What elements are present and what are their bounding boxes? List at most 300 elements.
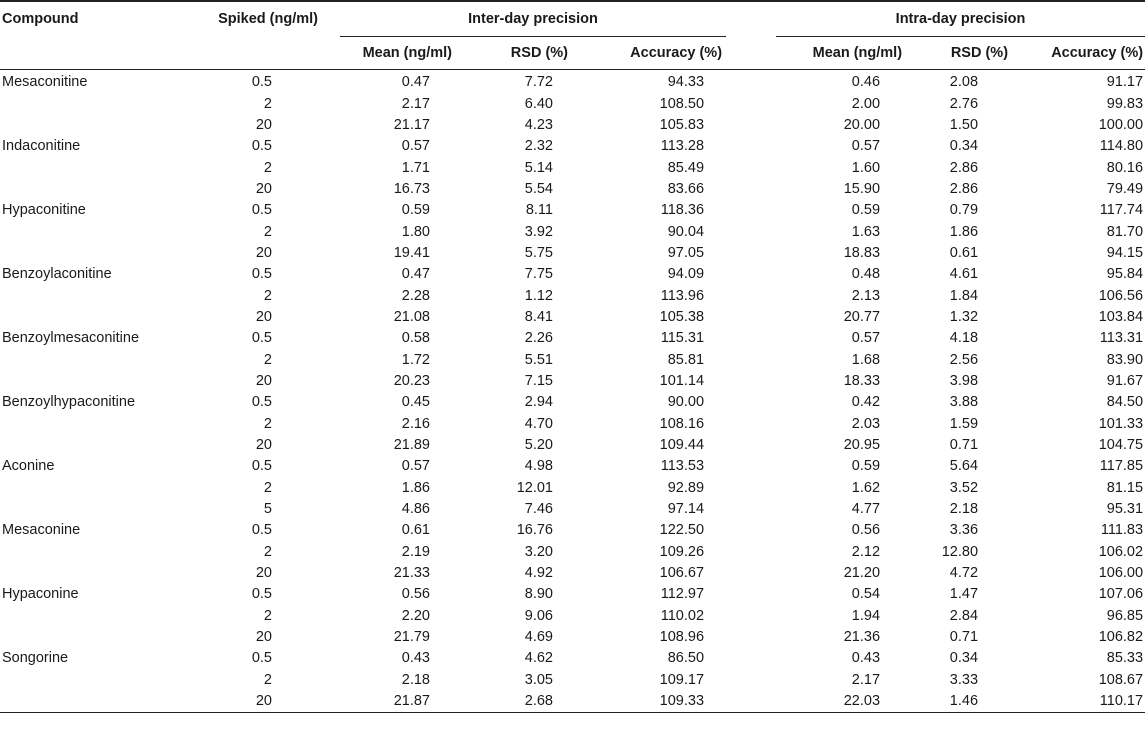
cell-intra-accuracy: 114.80 bbox=[1099, 138, 1144, 155]
cell-spacer bbox=[726, 584, 776, 605]
cell-compound bbox=[0, 371, 178, 392]
cell-intra-mean: 0.56 bbox=[851, 522, 881, 539]
table-row bbox=[0, 264, 1145, 285]
cell-inter-mean: 1.86 bbox=[401, 479, 430, 496]
cell-inter-rsd: 9.06 bbox=[524, 607, 553, 624]
cell-inter-accuracy: 113.53 bbox=[660, 458, 705, 475]
cell-inter-rsd: 7.72 bbox=[524, 74, 553, 91]
header-row-columns bbox=[0, 37, 1145, 70]
table-row bbox=[0, 648, 1145, 669]
table-row bbox=[0, 93, 1145, 114]
cell-intra-accuracy: 91.67 bbox=[1106, 372, 1144, 389]
cell-spacer bbox=[726, 136, 776, 157]
cell-intra-mean: 22.03 bbox=[776, 691, 916, 713]
cell-intra-accuracy: 94.15 bbox=[1106, 244, 1144, 261]
cell-inter-accuracy: 109.44 bbox=[659, 437, 705, 454]
cell-compound bbox=[0, 563, 178, 584]
cell-intra-mean: 0.57 bbox=[851, 138, 881, 155]
cell-intra-accuracy: 111.83 bbox=[1100, 522, 1144, 539]
cell-intra-rsd: 4.61 bbox=[949, 266, 979, 283]
table-row bbox=[0, 221, 1145, 242]
cell-intra-mean: 0.59 bbox=[851, 202, 881, 219]
cell-inter-accuracy: 108.16 bbox=[659, 415, 705, 432]
table-row bbox=[0, 478, 1145, 499]
cell-compound bbox=[0, 478, 178, 499]
cell-compound: Indaconitine bbox=[2, 138, 81, 155]
cell-compound bbox=[0, 115, 178, 136]
cell-inter-accuracy: 112.97 bbox=[660, 586, 705, 603]
cell-spiked: 0.5 bbox=[251, 266, 272, 283]
cell-intra-rsd: 0.34 bbox=[949, 138, 979, 155]
table-row bbox=[0, 520, 1145, 541]
cell-spiked: 0.5 bbox=[251, 138, 272, 155]
cell-intra-rsd: 1.59 bbox=[949, 415, 979, 432]
cell-inter-rsd: 4.98 bbox=[524, 458, 553, 475]
cell-inter-mean: 0.61 bbox=[401, 522, 430, 539]
col-header-compound: Compound bbox=[0, 1, 178, 37]
cell-spacer bbox=[726, 520, 776, 541]
cell-inter-rsd: 2.32 bbox=[524, 138, 553, 155]
cell-inter-mean: 20.23 bbox=[393, 372, 430, 389]
cell-inter-rsd: 1.12 bbox=[524, 287, 553, 304]
cell-spacer bbox=[726, 157, 776, 178]
cell-compound: Mesaconine bbox=[2, 522, 81, 539]
cell-spacer bbox=[726, 478, 776, 499]
cell-inter-rsd: 3.92 bbox=[524, 223, 553, 240]
cell-intra-rsd: 3.98 bbox=[949, 372, 979, 389]
cell-spacer bbox=[726, 70, 776, 94]
cell-intra-mean: 2.00 bbox=[851, 95, 881, 112]
cell-inter-rsd: 5.75 bbox=[524, 244, 553, 261]
cell-spiked: 20 bbox=[255, 116, 272, 133]
cell-inter-accuracy: 105.38 bbox=[659, 308, 705, 325]
cell-intra-rsd: 3.88 bbox=[949, 394, 979, 411]
cell-intra-mean: 18.83 bbox=[843, 244, 881, 261]
col-header-spiked: Spiked (ng/ml) bbox=[178, 1, 340, 37]
col-header-inter-accuracy: Accuracy (%) bbox=[600, 37, 726, 70]
table-row bbox=[0, 499, 1145, 520]
header-row-groups bbox=[0, 1, 1145, 37]
cell-intra-mean: 18.33 bbox=[843, 372, 881, 389]
cell-inter-rsd: 4.92 bbox=[524, 565, 553, 582]
cell-inter-accuracy: 110.02 bbox=[660, 607, 705, 624]
cell-compound: Hypaconine bbox=[2, 586, 79, 603]
cell-inter-accuracy: 122.50 bbox=[659, 522, 705, 539]
cell-intra-mean: 1.68 bbox=[851, 351, 881, 368]
cell-compound bbox=[0, 414, 178, 435]
cell-spiked: 20 bbox=[255, 437, 272, 454]
header-blank bbox=[726, 37, 776, 70]
cell-intra-rsd: 0.71 bbox=[949, 629, 979, 646]
cell-inter-accuracy: 115.31 bbox=[660, 330, 705, 347]
cell-intra-accuracy: 107.06 bbox=[1098, 586, 1144, 603]
cell-intra-accuracy: 91.17 bbox=[1106, 74, 1144, 91]
cell-inter-rsd: 2.26 bbox=[524, 330, 553, 347]
cell-intra-rsd: 2.08 bbox=[949, 74, 979, 91]
cell-inter-rsd: 3.05 bbox=[524, 671, 553, 688]
cell-intra-accuracy: 99.83 bbox=[1106, 95, 1144, 112]
col-header-intra-rsd: RSD (%) bbox=[916, 37, 1024, 70]
cell-intra-rsd: 5.64 bbox=[949, 458, 979, 475]
cell-inter-accuracy: 109.17 bbox=[659, 671, 705, 688]
cell-inter-rsd: 4.70 bbox=[524, 415, 553, 432]
cell-compound bbox=[0, 435, 178, 456]
cell-spacer bbox=[726, 691, 776, 713]
cell-intra-accuracy: 106.82 bbox=[1098, 629, 1144, 646]
cell-intra-rsd: 3.36 bbox=[949, 522, 979, 539]
cell-inter-mean: 2.20 bbox=[401, 607, 430, 624]
cell-spacer bbox=[726, 93, 776, 114]
cell-intra-mean: 1.94 bbox=[851, 607, 881, 624]
cell-inter-rsd: 5.14 bbox=[524, 159, 553, 176]
cell-intra-rsd: 12.80 bbox=[941, 543, 979, 560]
cell-spiked: 0.5 bbox=[251, 330, 272, 347]
table-row bbox=[0, 136, 1145, 157]
cell-inter-accuracy: 109.26 bbox=[659, 543, 705, 560]
cell-inter-accuracy: 94.33 bbox=[667, 74, 705, 91]
col-header-inter-mean: Mean (ng/ml) bbox=[340, 37, 470, 70]
cell-spiked: 2 bbox=[263, 287, 272, 304]
cell-intra-accuracy: 81.70 bbox=[1106, 223, 1144, 240]
cell-intra-mean: 21.36 bbox=[843, 629, 881, 646]
cell-compound: Songorine bbox=[2, 650, 69, 667]
cell-spiked: 2 bbox=[263, 479, 272, 496]
cell-compound bbox=[0, 93, 178, 114]
cell-spacer bbox=[726, 499, 776, 520]
cell-compound: Hypaconitine bbox=[2, 202, 86, 219]
cell-inter-mean: 2.16 bbox=[401, 415, 430, 432]
cell-intra-rsd: 0.34 bbox=[949, 650, 979, 667]
cell-spacer bbox=[726, 456, 776, 477]
table-row bbox=[0, 435, 1145, 456]
cell-inter-accuracy: 101.14 bbox=[659, 372, 705, 389]
cell-spacer bbox=[726, 243, 776, 264]
cell-spacer bbox=[726, 179, 776, 200]
cell-inter-accuracy: 90.00 bbox=[667, 394, 705, 411]
cell-inter-mean: 4.86 bbox=[401, 501, 430, 518]
cell-inter-accuracy: 90.04 bbox=[667, 223, 705, 240]
col-header-intra-mean: Mean (ng/ml) bbox=[776, 37, 916, 70]
cell-inter-mean: 21.89 bbox=[393, 437, 430, 454]
cell-inter-mean: 0.47 bbox=[401, 74, 430, 91]
cell-intra-accuracy: 103.84 bbox=[1098, 308, 1144, 325]
cell-spiked: 0.5 bbox=[251, 650, 272, 667]
cell-compound bbox=[0, 349, 178, 370]
cell-intra-accuracy: 80.16 bbox=[1106, 159, 1144, 176]
cell-spiked: 0.5 bbox=[251, 202, 272, 219]
cell-inter-accuracy: 83.66 bbox=[667, 180, 705, 197]
cell-intra-mean: 0.54 bbox=[851, 586, 881, 603]
cell-intra-accuracy: 101.33 bbox=[1098, 415, 1144, 432]
cell-intra-accuracy: 106.02 bbox=[1098, 543, 1144, 560]
cell-inter-accuracy: 118.36 bbox=[660, 202, 705, 219]
cell-spiked: 20 bbox=[178, 691, 340, 713]
cell-compound bbox=[0, 691, 178, 713]
cell-spacer bbox=[726, 371, 776, 392]
table-row bbox=[0, 70, 1145, 94]
cell-intra-accuracy: 79.49 bbox=[1106, 180, 1144, 197]
group-header-intra-day: Intra-day precision bbox=[776, 1, 1145, 37]
table-row bbox=[0, 456, 1145, 477]
header-blank bbox=[178, 37, 340, 70]
cell-inter-mean: 21.87 bbox=[340, 691, 470, 713]
cell-intra-accuracy: 95.84 bbox=[1106, 266, 1144, 283]
cell-spacer bbox=[726, 648, 776, 669]
cell-inter-mean: 0.59 bbox=[401, 202, 430, 219]
cell-intra-accuracy: 84.50 bbox=[1106, 394, 1144, 411]
cell-inter-mean: 1.72 bbox=[401, 351, 430, 368]
cell-inter-mean: 0.45 bbox=[401, 394, 430, 411]
cell-inter-mean: 0.57 bbox=[401, 138, 430, 155]
cell-intra-rsd: 1.86 bbox=[949, 223, 979, 240]
cell-spiked: 20 bbox=[255, 308, 272, 325]
cell-intra-mean: 2.03 bbox=[851, 415, 881, 432]
cell-inter-mean: 19.41 bbox=[393, 244, 430, 261]
group-header-inter-day: Inter-day precision bbox=[340, 1, 726, 37]
table-row bbox=[0, 371, 1145, 392]
cell-intra-accuracy: 85.33 bbox=[1106, 650, 1144, 667]
cell-intra-mean: 0.57 bbox=[851, 330, 881, 347]
cell-inter-accuracy: 94.09 bbox=[667, 266, 705, 283]
cell-inter-rsd: 5.51 bbox=[524, 351, 553, 368]
cell-inter-accuracy: 85.81 bbox=[667, 351, 705, 368]
table-row bbox=[0, 200, 1145, 221]
cell-intra-rsd: 2.84 bbox=[949, 607, 979, 624]
cell-inter-rsd: 2.94 bbox=[524, 394, 553, 411]
cell-intra-mean: 0.43 bbox=[851, 650, 881, 667]
table-row bbox=[0, 349, 1145, 370]
cell-compound bbox=[0, 157, 178, 178]
cell-inter-mean: 21.79 bbox=[393, 629, 430, 646]
cell-compound bbox=[0, 542, 178, 563]
cell-intra-rsd: 2.86 bbox=[949, 159, 979, 176]
cell-inter-rsd: 5.54 bbox=[524, 180, 553, 197]
cell-compound: Benzoylhypaconitine bbox=[2, 394, 136, 411]
cell-inter-accuracy: 106.67 bbox=[659, 565, 705, 582]
table-row bbox=[0, 627, 1145, 648]
cell-inter-accuracy: 85.49 bbox=[667, 159, 705, 176]
cell-compound: Benzoylaconitine bbox=[2, 266, 112, 283]
table-row bbox=[0, 243, 1145, 264]
table-row bbox=[0, 584, 1145, 605]
cell-inter-mean: 0.43 bbox=[401, 650, 430, 667]
cell-inter-mean: 2.19 bbox=[401, 543, 430, 560]
cell-inter-mean: 2.17 bbox=[401, 95, 430, 112]
cell-intra-mean: 1.63 bbox=[851, 223, 881, 240]
cell-intra-accuracy: 95.31 bbox=[1106, 501, 1144, 518]
cell-compound bbox=[0, 627, 178, 648]
cell-spiked: 0.5 bbox=[251, 458, 272, 475]
cell-spiked: 2 bbox=[263, 351, 272, 368]
cell-inter-mean: 0.58 bbox=[401, 330, 430, 347]
table-row bbox=[0, 542, 1145, 563]
cell-intra-rsd: 2.18 bbox=[949, 501, 979, 518]
cell-intra-rsd: 1.46 bbox=[916, 691, 1024, 713]
cell-spiked: 20 bbox=[255, 244, 272, 261]
cell-spiked: 5 bbox=[263, 501, 272, 518]
cell-intra-rsd: 0.61 bbox=[949, 244, 979, 261]
cell-intra-rsd: 4.18 bbox=[949, 330, 979, 347]
cell-intra-mean: 0.46 bbox=[851, 74, 881, 91]
cell-intra-rsd: 2.86 bbox=[949, 180, 979, 197]
cell-spiked: 0.5 bbox=[251, 522, 272, 539]
cell-spacer bbox=[726, 392, 776, 413]
cell-inter-mean: 1.80 bbox=[401, 223, 430, 240]
cell-inter-mean: 2.18 bbox=[401, 671, 430, 688]
table-row bbox=[0, 606, 1145, 627]
cell-intra-rsd: 2.76 bbox=[949, 95, 979, 112]
cell-spiked: 0.5 bbox=[251, 74, 272, 91]
cell-compound bbox=[0, 307, 178, 328]
cell-intra-accuracy: 106.00 bbox=[1098, 565, 1144, 582]
col-header-inter-rsd: RSD (%) bbox=[470, 37, 600, 70]
cell-intra-mean: 2.12 bbox=[851, 543, 881, 560]
cell-compound: Mesaconitine bbox=[2, 74, 88, 91]
cell-spacer bbox=[726, 264, 776, 285]
cell-intra-mean: 1.60 bbox=[851, 159, 881, 176]
cell-compound bbox=[0, 285, 178, 306]
cell-spacer bbox=[726, 414, 776, 435]
cell-inter-accuracy: 113.96 bbox=[660, 287, 705, 304]
cell-inter-accuracy: 97.05 bbox=[667, 244, 705, 261]
cell-inter-rsd: 4.23 bbox=[524, 116, 553, 133]
cell-spiked: 2 bbox=[263, 671, 272, 688]
table-row bbox=[0, 691, 1145, 713]
cell-intra-mean: 20.77 bbox=[843, 308, 881, 325]
cell-intra-mean: 0.48 bbox=[851, 266, 881, 283]
cell-spacer bbox=[726, 627, 776, 648]
cell-inter-mean: 0.57 bbox=[401, 458, 430, 475]
cell-inter-rsd: 8.11 bbox=[525, 202, 553, 219]
cell-compound bbox=[0, 499, 178, 520]
cell-intra-mean: 2.17 bbox=[851, 671, 881, 688]
cell-intra-mean: 4.77 bbox=[851, 501, 881, 518]
cell-inter-accuracy: 109.33 bbox=[600, 691, 726, 713]
cell-intra-rsd: 0.71 bbox=[949, 437, 979, 454]
cell-spiked: 20 bbox=[255, 372, 272, 389]
cell-spiked: 20 bbox=[255, 565, 272, 582]
cell-spacer bbox=[726, 285, 776, 306]
cell-spiked: 2 bbox=[263, 159, 272, 176]
cell-inter-mean: 21.33 bbox=[393, 565, 430, 582]
cell-inter-accuracy: 108.50 bbox=[659, 95, 705, 112]
cell-inter-mean: 16.73 bbox=[393, 180, 430, 197]
cell-inter-accuracy: 113.28 bbox=[660, 138, 705, 155]
cell-inter-mean: 21.08 bbox=[393, 308, 430, 325]
cell-inter-rsd: 3.20 bbox=[524, 543, 553, 560]
table-row bbox=[0, 307, 1145, 328]
cell-intra-mean: 20.95 bbox=[843, 437, 881, 454]
cell-spacer bbox=[726, 115, 776, 136]
cell-compound bbox=[0, 243, 178, 264]
col-header-intra-accuracy: Accuracy (%) bbox=[1024, 37, 1145, 70]
cell-inter-rsd: 8.90 bbox=[524, 586, 553, 603]
cell-spiked: 20 bbox=[255, 180, 272, 197]
cell-spiked: 20 bbox=[255, 629, 272, 646]
cell-inter-mean: 0.47 bbox=[401, 266, 430, 283]
cell-spiked: 2 bbox=[263, 543, 272, 560]
cell-inter-accuracy: 97.14 bbox=[667, 501, 705, 518]
cell-inter-rsd: 12.01 bbox=[516, 479, 553, 496]
cell-intra-mean: 2.13 bbox=[851, 287, 881, 304]
cell-intra-accuracy: 110.17 bbox=[1024, 691, 1145, 713]
cell-spacer bbox=[726, 349, 776, 370]
cell-intra-accuracy: 100.00 bbox=[1098, 116, 1144, 133]
cell-intra-mean: 0.42 bbox=[851, 394, 881, 411]
group-spacer bbox=[726, 1, 776, 37]
cell-intra-accuracy: 83.90 bbox=[1106, 351, 1144, 368]
header-blank bbox=[0, 37, 178, 70]
cell-compound bbox=[0, 179, 178, 200]
cell-inter-rsd: 16.76 bbox=[516, 522, 553, 539]
cell-spacer bbox=[726, 542, 776, 563]
cell-compound: Benzoylmesaconitine bbox=[2, 330, 140, 347]
cell-intra-accuracy: 113.31 bbox=[1099, 330, 1144, 347]
cell-intra-mean: 1.62 bbox=[851, 479, 881, 496]
table-row bbox=[0, 115, 1145, 136]
cell-compound bbox=[0, 670, 178, 691]
table-body bbox=[0, 70, 1145, 713]
cell-inter-rsd: 5.20 bbox=[524, 437, 553, 454]
table-row bbox=[0, 285, 1145, 306]
cell-inter-rsd: 2.68 bbox=[470, 691, 600, 713]
cell-inter-accuracy: 86.50 bbox=[667, 650, 705, 667]
table-row bbox=[0, 563, 1145, 584]
cell-compound: Aconine bbox=[2, 458, 55, 475]
cell-intra-rsd: 3.33 bbox=[949, 671, 979, 688]
cell-inter-rsd: 6.40 bbox=[524, 95, 553, 112]
cell-intra-accuracy: 106.56 bbox=[1098, 287, 1144, 304]
cell-spiked: 2 bbox=[263, 607, 272, 624]
cell-intra-rsd: 0.79 bbox=[949, 202, 979, 219]
cell-inter-rsd: 7.46 bbox=[524, 501, 553, 518]
cell-spacer bbox=[726, 307, 776, 328]
cell-intra-accuracy: 108.67 bbox=[1098, 671, 1144, 688]
cell-intra-accuracy: 96.85 bbox=[1106, 607, 1144, 624]
cell-intra-accuracy: 104.75 bbox=[1098, 437, 1144, 454]
cell-spacer bbox=[726, 670, 776, 691]
cell-inter-mean: 21.17 bbox=[393, 116, 430, 133]
cell-inter-rsd: 8.41 bbox=[524, 308, 553, 325]
cell-intra-accuracy: 117.85 bbox=[1099, 458, 1144, 475]
cell-spacer bbox=[726, 328, 776, 349]
cell-spiked: 0.5 bbox=[251, 586, 272, 603]
table-row bbox=[0, 179, 1145, 200]
cell-intra-rsd: 4.72 bbox=[949, 565, 979, 582]
cell-compound bbox=[0, 221, 178, 242]
cell-intra-rsd: 1.84 bbox=[949, 287, 979, 304]
cell-intra-mean: 20.00 bbox=[843, 116, 881, 133]
cell-inter-mean: 2.28 bbox=[401, 287, 430, 304]
cell-intra-mean: 21.20 bbox=[843, 565, 881, 582]
cell-intra-mean: 0.59 bbox=[851, 458, 881, 475]
cell-spiked: 2 bbox=[263, 223, 272, 240]
table-row bbox=[0, 328, 1145, 349]
cell-intra-accuracy: 117.74 bbox=[1099, 202, 1144, 219]
cell-spacer bbox=[726, 563, 776, 584]
table-row bbox=[0, 414, 1145, 435]
cell-inter-rsd: 7.15 bbox=[524, 372, 553, 389]
cell-intra-mean: 15.90 bbox=[843, 180, 881, 197]
cell-intra-rsd: 2.56 bbox=[949, 351, 979, 368]
cell-inter-accuracy: 105.83 bbox=[659, 116, 705, 133]
cell-intra-rsd: 3.52 bbox=[949, 479, 979, 496]
cell-spacer bbox=[726, 221, 776, 242]
cell-spacer bbox=[726, 435, 776, 456]
cell-inter-accuracy: 92.89 bbox=[667, 479, 705, 496]
table-row bbox=[0, 157, 1145, 178]
table-row bbox=[0, 392, 1145, 413]
